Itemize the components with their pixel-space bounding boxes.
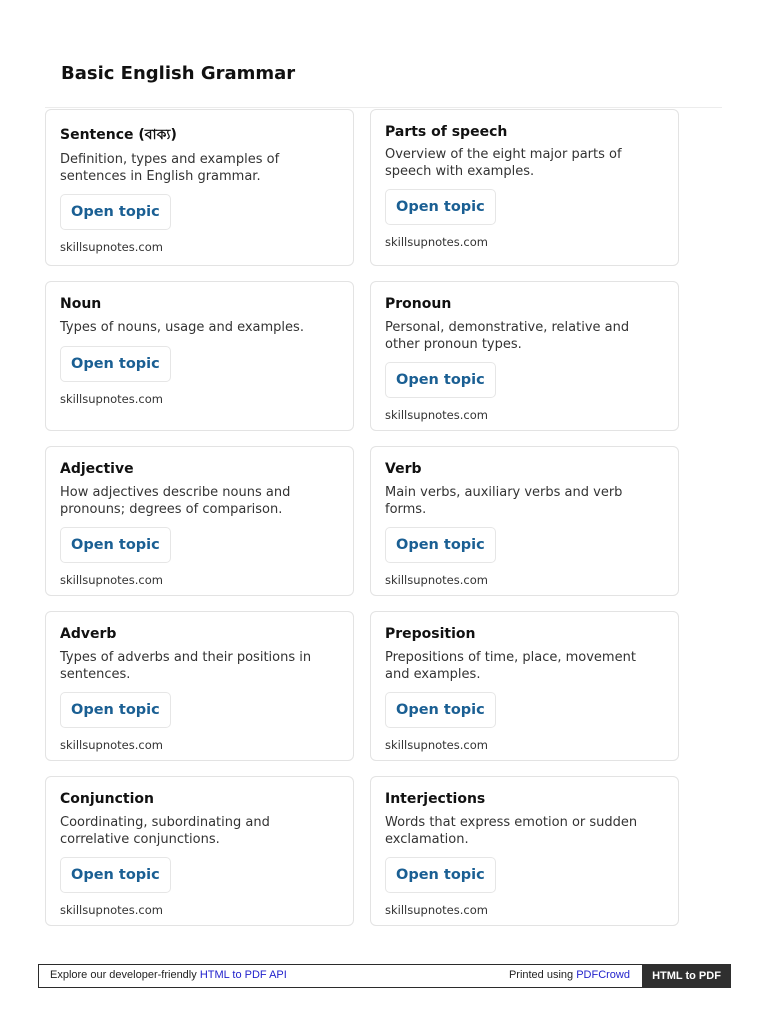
open-topic-button[interactable]: Open topic xyxy=(60,527,171,563)
footer-left xyxy=(50,969,287,981)
card-description: Coordinating, subordinating and correlative conjunctions. xyxy=(60,815,270,847)
card-source: skillsupnotes.com xyxy=(385,408,488,422)
topic-card-preposition xyxy=(370,611,679,761)
card-source: skillsupnotes.com xyxy=(60,573,163,587)
card-title: Verb xyxy=(385,461,422,477)
card-description: Overview of the eight major parts of speech with examples. xyxy=(385,147,622,179)
card-title: Adverb xyxy=(60,626,117,642)
card-title: Preposition xyxy=(385,626,476,642)
open-topic-button[interactable]: Open topic xyxy=(385,189,496,225)
footer-right xyxy=(509,969,630,981)
card-source: skillsupnotes.com xyxy=(60,391,163,406)
card-description: Main verbs, auxiliary verbs and verb forms. xyxy=(385,485,623,517)
card-description: Definition, types and examples of sentences in English grammar. xyxy=(60,152,280,184)
open-topic-button[interactable]: Open topic xyxy=(60,692,171,728)
topic-card-pronoun xyxy=(370,281,679,431)
open-topic-button[interactable]: Open topic xyxy=(385,857,496,893)
card-title: Pronoun xyxy=(385,296,452,312)
open-topic-button[interactable]: Open topic xyxy=(385,362,496,398)
open-topic-button[interactable]: Open topic xyxy=(60,194,171,230)
footer-left-text: Explore our developer-friendly xyxy=(50,969,200,981)
card-source: skillsupnotes.com xyxy=(385,738,488,752)
topic-card-noun xyxy=(45,281,354,431)
card-title: Sentence (বাক্য) xyxy=(60,127,177,143)
pdfcrowd-link[interactable]: PDFCrowd xyxy=(576,969,630,981)
card-description: Words that express emotion or sudden exclamation. xyxy=(385,815,638,847)
card-description: Types of nouns, usage and examples. xyxy=(60,320,304,335)
html-to-pdf-badge[interactable]: HTML to PDF xyxy=(642,964,731,988)
open-topic-button[interactable]: Open topic xyxy=(60,857,171,893)
open-topic-button[interactable]: Open topic xyxy=(60,346,171,382)
card-source: skillsupnotes.com xyxy=(60,738,163,752)
card-description: Personal, demonstrative, relative and other pronoun types. xyxy=(385,320,630,352)
card-title: Interjections xyxy=(385,791,486,807)
html-to-pdf-api-link[interactable]: HTML to PDF API xyxy=(199,969,287,981)
topic-card-adjective xyxy=(45,446,354,596)
footer-right-text: Printed using xyxy=(508,969,577,981)
topic-card-verb xyxy=(370,446,679,596)
pdf-footer-banner xyxy=(38,964,731,988)
card-source: skillsupnotes.com xyxy=(60,240,163,254)
card-source: skillsupnotes.com xyxy=(385,903,488,917)
topic-card-adverb xyxy=(45,611,354,761)
page-title: Basic English Grammar xyxy=(61,63,296,84)
topic-card-interjections xyxy=(370,776,679,926)
topic-card-conjunction xyxy=(45,776,354,926)
title-divider xyxy=(45,107,722,108)
topic-card-parts-of-speech xyxy=(370,109,679,266)
card-source: skillsupnotes.com xyxy=(385,573,488,587)
card-description: Prepositions of time, place, movement and examples. xyxy=(385,650,636,682)
card-title: Noun xyxy=(60,296,102,312)
card-title: Adjective xyxy=(60,461,134,477)
card-description: Types of adverbs and their positions in sentences. xyxy=(60,650,312,682)
card-source: skillsupnotes.com xyxy=(385,235,488,249)
open-topic-button[interactable]: Open topic xyxy=(385,692,496,728)
card-title: Conjunction xyxy=(60,791,154,807)
open-topic-button[interactable]: Open topic xyxy=(385,527,496,563)
card-title: Parts of speech xyxy=(385,124,508,140)
topic-card-sentence xyxy=(45,109,354,266)
card-source: skillsupnotes.com xyxy=(60,903,163,917)
card-description: How adjectives describe nouns and pronouns; degrees of comparison. xyxy=(60,485,291,517)
